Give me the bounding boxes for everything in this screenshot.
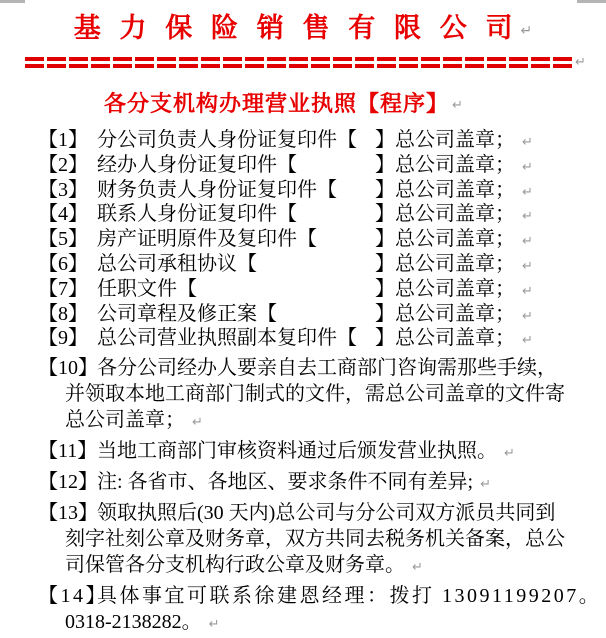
paragraph-mark-icon: ↵ xyxy=(522,234,533,250)
paragraph-mark-icon: ↵ xyxy=(522,184,533,200)
paragraph-mark-icon: ↵ xyxy=(522,333,533,349)
item-suffix-text: 】总公司盖章； xyxy=(375,302,515,325)
item-text: 总公司承租协议【 xyxy=(97,252,257,275)
item-number: 【13】 xyxy=(38,502,98,524)
item-text: 经办人身份证复印件【 xyxy=(97,153,297,176)
item-number: 【4】 xyxy=(38,203,88,226)
paragraph-mark-icon: ↵ xyxy=(412,560,423,575)
paragraph-mark-icon: ↵ xyxy=(522,209,533,225)
paragraph-mark-icon: ↵ xyxy=(522,159,533,175)
item-text: 公司章程及修正案【 xyxy=(97,302,277,325)
item-number: 【6】 xyxy=(38,252,88,275)
item-suffix xyxy=(375,178,533,206)
item-number: 【5】 xyxy=(38,228,88,251)
item-line: 当地工商部门审核资料通过后颁发营业执照。 xyxy=(97,440,497,462)
item-suffix-text: 】总公司盖章； xyxy=(375,153,515,176)
company-title xyxy=(0,6,606,45)
item-suffix xyxy=(375,277,533,305)
item-suffix xyxy=(375,227,533,255)
item-line: 0318-2138282。 xyxy=(65,611,202,633)
paragraph-mark-icon: ↵ xyxy=(522,283,533,299)
list-item xyxy=(38,277,568,302)
item-text: 分公司负责人身份证复印件【 xyxy=(97,129,357,151)
item-number: 【9】 xyxy=(38,327,88,350)
paragraph-mark-icon: ↵ xyxy=(522,308,533,324)
item-number: 【10】 xyxy=(38,357,98,379)
divider-bar-top xyxy=(25,57,572,61)
procedure-paragraphs xyxy=(38,352,602,638)
item-suffix xyxy=(375,302,533,330)
paragraph-mark-icon: ↵ xyxy=(504,446,515,461)
item-number: 【14】 xyxy=(38,585,108,607)
list-item xyxy=(38,178,568,203)
divider-bar-bottom xyxy=(25,64,572,68)
item-text: 联系人身份证复印件【 xyxy=(97,203,297,226)
page-boundary-mark-right xyxy=(577,0,606,3)
item-number: 【8】 xyxy=(38,302,88,325)
item-text: 房产证明原件及复印件【 xyxy=(97,228,317,251)
paragraph-mark-icon: ↵ xyxy=(575,55,586,70)
item-suffix xyxy=(375,202,533,230)
item-suffix-text: 】总公司盖章； xyxy=(375,277,515,300)
item-number: 【2】 xyxy=(38,153,88,176)
item-line: 领取执照后(30 天内)总公司与分公司双方派员共同到 xyxy=(97,502,556,524)
procedure-list xyxy=(38,128,568,351)
item-number: 【3】 xyxy=(38,178,88,201)
item-suffix-text: 】总公司盖章； xyxy=(375,178,515,201)
paragraph-mark-icon: ↵ xyxy=(192,415,203,430)
list-item xyxy=(38,469,550,498)
item-number: 【7】 xyxy=(38,277,88,300)
item-line: 具体事宜可联系徐建恩经理：拨打 13091199207。 xyxy=(97,585,602,607)
section-heading-text: 各分支机构办理营业执照【程序】 xyxy=(104,91,450,116)
item-number: 【12】 xyxy=(38,471,98,493)
item-suffix xyxy=(375,326,533,354)
item-line: 并领取本地工商部门制式的文件，需总公司盖章的文件寄 xyxy=(65,383,565,405)
item-suffix xyxy=(375,153,533,181)
paragraph-mark-icon: ↵ xyxy=(522,258,533,274)
item-number: 【1】 xyxy=(38,129,88,151)
section-heading xyxy=(104,87,463,118)
list-item xyxy=(38,128,568,153)
item-suffix xyxy=(375,252,533,280)
item-suffix-text: 】总公司盖章； xyxy=(375,129,515,151)
paragraph-mark-icon: ↵ xyxy=(452,98,463,114)
item-line: 各分公司经办人要亲自去工商部门咨询需那些手续， xyxy=(97,357,557,379)
list-item xyxy=(38,202,568,227)
item-line: 司保管各分支机构行政公章及财务章。 xyxy=(65,554,405,576)
paragraph-mark-icon: ↵ xyxy=(520,22,533,39)
list-item xyxy=(38,438,550,467)
list-item xyxy=(38,227,568,252)
item-suffix-text: 】总公司盖章； xyxy=(375,203,515,226)
paragraph-mark-icon: ↵ xyxy=(480,477,492,492)
item-line: 注: 各省市、各地区、要求条件不同有差异; xyxy=(97,471,474,493)
list-item xyxy=(38,302,568,327)
item-text: 任职文件【 xyxy=(97,277,197,300)
company-title-text: 基 力 保 险 销 售 有 限 公 司 xyxy=(73,13,519,43)
list-item xyxy=(38,153,568,178)
list-item xyxy=(38,583,602,638)
item-suffix-text: 】总公司盖章； xyxy=(375,327,515,350)
page-boundary-mark-left xyxy=(0,0,25,3)
item-line: 总公司盖章； xyxy=(65,409,185,431)
item-line: 刻字社刻公章及财务章，双方共同去税务机关备案，总公 xyxy=(65,528,565,550)
paragraph-mark-icon: ↵ xyxy=(522,135,533,150)
item-suffix-text: 】总公司盖章； xyxy=(375,228,515,251)
list-item xyxy=(38,500,565,581)
paragraph-mark-icon: ↵ xyxy=(208,617,220,632)
list-item xyxy=(38,252,568,277)
double-line-divider xyxy=(25,57,572,68)
item-text: 总公司营业执照副本复印件【 xyxy=(97,327,357,350)
list-item xyxy=(38,355,565,436)
item-number: 【11】 xyxy=(38,440,98,462)
list-item xyxy=(38,326,568,351)
item-suffix xyxy=(375,128,533,156)
item-text: 财务负责人身份证复印件【 xyxy=(97,178,337,201)
item-suffix-text: 】总公司盖章； xyxy=(375,252,515,275)
